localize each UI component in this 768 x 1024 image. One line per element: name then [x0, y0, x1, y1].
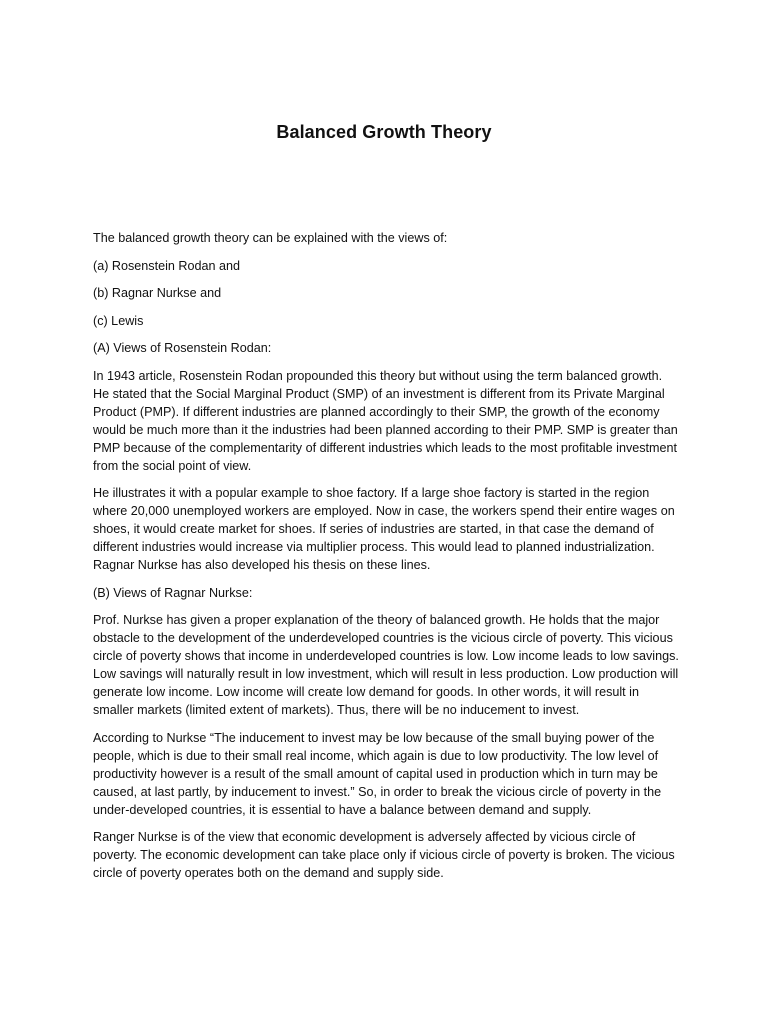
page-title: Balanced Growth Theory — [276, 122, 492, 142]
list-item: (c) Lewis — [93, 313, 144, 328]
section-b-heading: (B) Views of Ragnar Nurkse: — [93, 585, 253, 600]
section-b-paragraph: Ranger Nurkse is of the view that economic development is adversely affected by vicious circle of poverty. The economic development can take place only if vicious circle of poverty is broken. The vicious circle of poverty operates both on the demand and supply side. — [93, 830, 675, 880]
section-a-paragraph: In 1943 article, Rosenstein Rodan propounded this theory but without using the term balanced growth. He stated that the Social Marginal Product (SMP) of an investment is different from its Private Marginal Product (PMP). If different industries are planned accordingly to their SMP, the growth of the economy would be much more than it the industries had been planned according to their PMP. SMP is greater than PMP because of the complementarity of different industries which leads to the most profitable investment from the social point of view. — [93, 368, 678, 473]
section-b-paragraph: Prof. Nurkse has given a proper explanation of the theory of balanced growth. He holds that the major obstacle to the development of the underdeveloped countries is the vicious circle of poverty. This vicious circle of poverty shows that income in underdeveloped countries is low. Low income leads to low savings. Low savings will naturally result in low investment, which will result in less production. Low production will generate low income. Low income will create low demand for goods. In other words, it will result in smaller markets (limited extent of markets). Thus, there will be no inducement to invest. — [93, 613, 679, 717]
intro-paragraph: The balanced growth theory can be explained with the views of: — [93, 231, 448, 245]
section-b-paragraph: According to Nurkse “The inducement to invest may be low because of the small buying power of the people, which is due to their small real income, which again is due to low productivity. The low level of productivity however is a result of the small amount of capital used in production which in turn may be caused, at last partly, by inducement to invest.” So, in order to break the vicious circle of poverty in the under-developed countries, it is essential to have a balance between demand and supply. — [93, 730, 662, 817]
section-a-heading: (A) Views of Rosenstein Rodan: — [93, 341, 272, 355]
section-a-paragraph: He illustrates it with a popular example to shoe factory. If a large shoe factory is started in the region where 20,000 unemployed workers are employed. Now in case, the workers spend their entire wages on shoes, it would create market for shoes. If series of industries are started, in that case the demand of different industries would increase via multiplier process. This would lead to planned industrialization. Ragnar Nurkse has also developed his thesis on these lines. — [93, 486, 675, 572]
list-item: (b) Ragnar Nurkse and — [93, 286, 222, 300]
list-item: (a) Rosenstein Rodan and — [93, 258, 241, 273]
document-body — [93, 229, 681, 892]
